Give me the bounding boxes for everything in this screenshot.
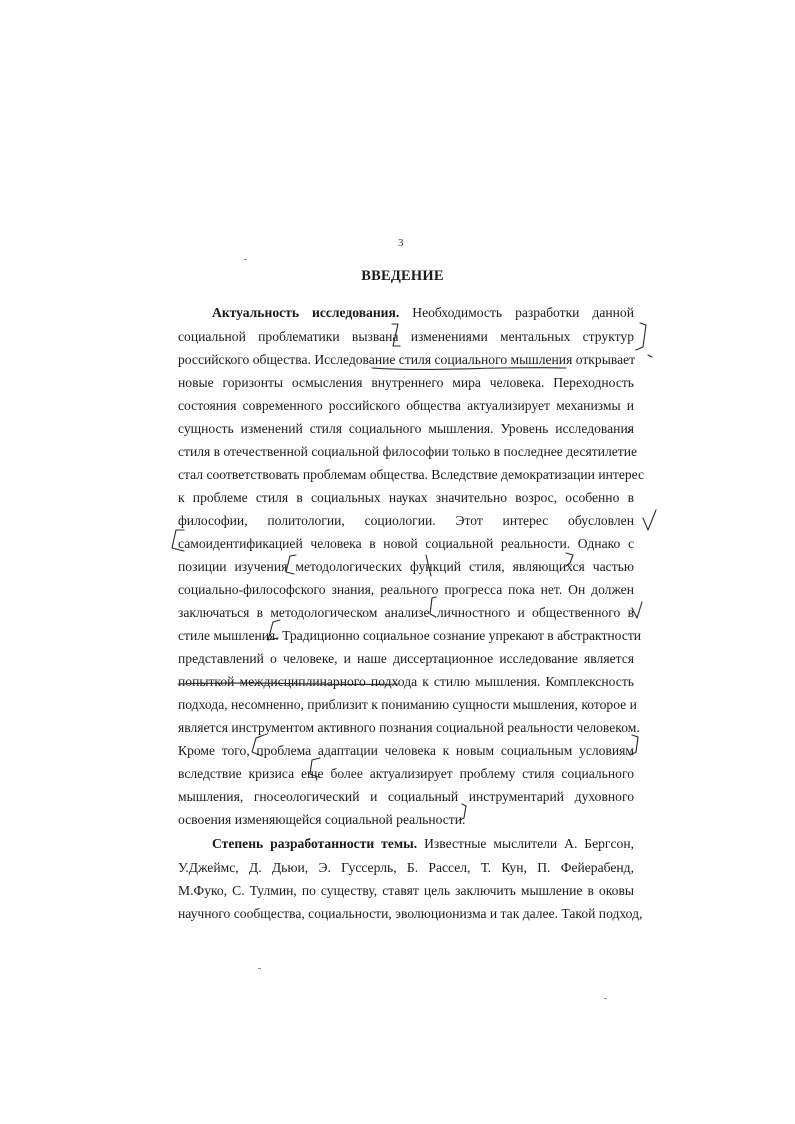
text-line: философии, политологии, социологии. Этот интерес обусловлен xyxy=(178,513,634,528)
text-line: Кроме того, проблема адаптации человека к новым социальным условиям xyxy=(178,743,634,758)
text-line: научного сообщества, социальности, эволюционизма и так далее. Такой подход, xyxy=(178,906,643,921)
text-line: М.Фуко, С. Тулмин, по существу, ставят цель заключить мышление в оковы xyxy=(178,883,634,898)
text-line: попыткой междисциплинарного подхода к стилю мышления. Комплексность xyxy=(178,674,634,689)
page-heading: ВВЕДЕНИЕ xyxy=(361,268,444,284)
text-line: стиле мышления. Традиционно социальное сознание упрекают в абстрактности xyxy=(178,628,642,643)
text-line: стиля в отечественной социальной философии только в последнее десятилетие xyxy=(178,444,638,459)
text-line: подхода, несомненно, приблизит к пониманию сущности мышления, которое и xyxy=(178,697,637,712)
text-line: стал соответствовать проблемам общества. Вследствие демократизации интерес xyxy=(178,467,645,482)
text-line: Степень разработанности темы. Известные мыслители А. Бергсон, xyxy=(212,836,635,851)
text-line: мышления, гносеологический и социальный инструментарий духовного xyxy=(178,789,634,804)
text-line: российского общества. Исследование стиля социального мышления открывает xyxy=(178,352,636,367)
text-line: позиции изучения методологических функций стиля, являющихся частью xyxy=(178,559,634,574)
section-title: Степень разработанности темы. xyxy=(212,836,418,851)
text-line: социально-философского знания, реального прогресса пока нет. Он должен xyxy=(178,582,634,597)
text-line: социальной проблематики вызвана изменениями ментальных структур xyxy=(178,329,634,344)
text-line: является инструментом активного познания социальной реальности человеком. xyxy=(178,720,640,735)
text-line: сущность изменений стиля социального мышления. Уровень исследования xyxy=(178,421,634,436)
text-line: Актуальность исследования. Необходимость разработки данной xyxy=(212,305,634,320)
text-line: новые горизонты осмысления внутреннего мира человека. Переходность xyxy=(178,375,634,390)
section-title: Актуальность исследования. xyxy=(212,305,400,320)
text-line: к проблеме стиля в социальных науках значительно возрос, особенно в xyxy=(178,490,634,505)
text-line: состояния современного российского общества актуализирует механизмы и xyxy=(178,398,634,413)
tick-mark xyxy=(643,510,656,530)
tick-mark xyxy=(648,355,652,357)
text-line: заключаться в методологическом анализе личностного и общественного в xyxy=(178,605,634,620)
text-line: вследствие кризиса еще более актуализирует проблему стиля социального xyxy=(178,766,634,781)
bracket-mark xyxy=(636,323,646,350)
text-line: У.Джеймс, Д. Дьюи, Э. Гуссерль, Б. Рассел, Т. Кун, П. Фейерабенд, xyxy=(178,860,634,875)
page-number: 3 xyxy=(398,237,404,249)
text-line: освоения изменяющейся социальной реальности. xyxy=(178,812,466,827)
scan-speck xyxy=(604,998,607,999)
scan-speck xyxy=(258,968,261,969)
text-line: самоидентификацией человека в новой социальной реальности. Однако с xyxy=(178,536,634,551)
text-line: представлений о человеке, и наше диссертационное исследование является xyxy=(178,651,634,666)
scan-speck xyxy=(244,259,247,260)
